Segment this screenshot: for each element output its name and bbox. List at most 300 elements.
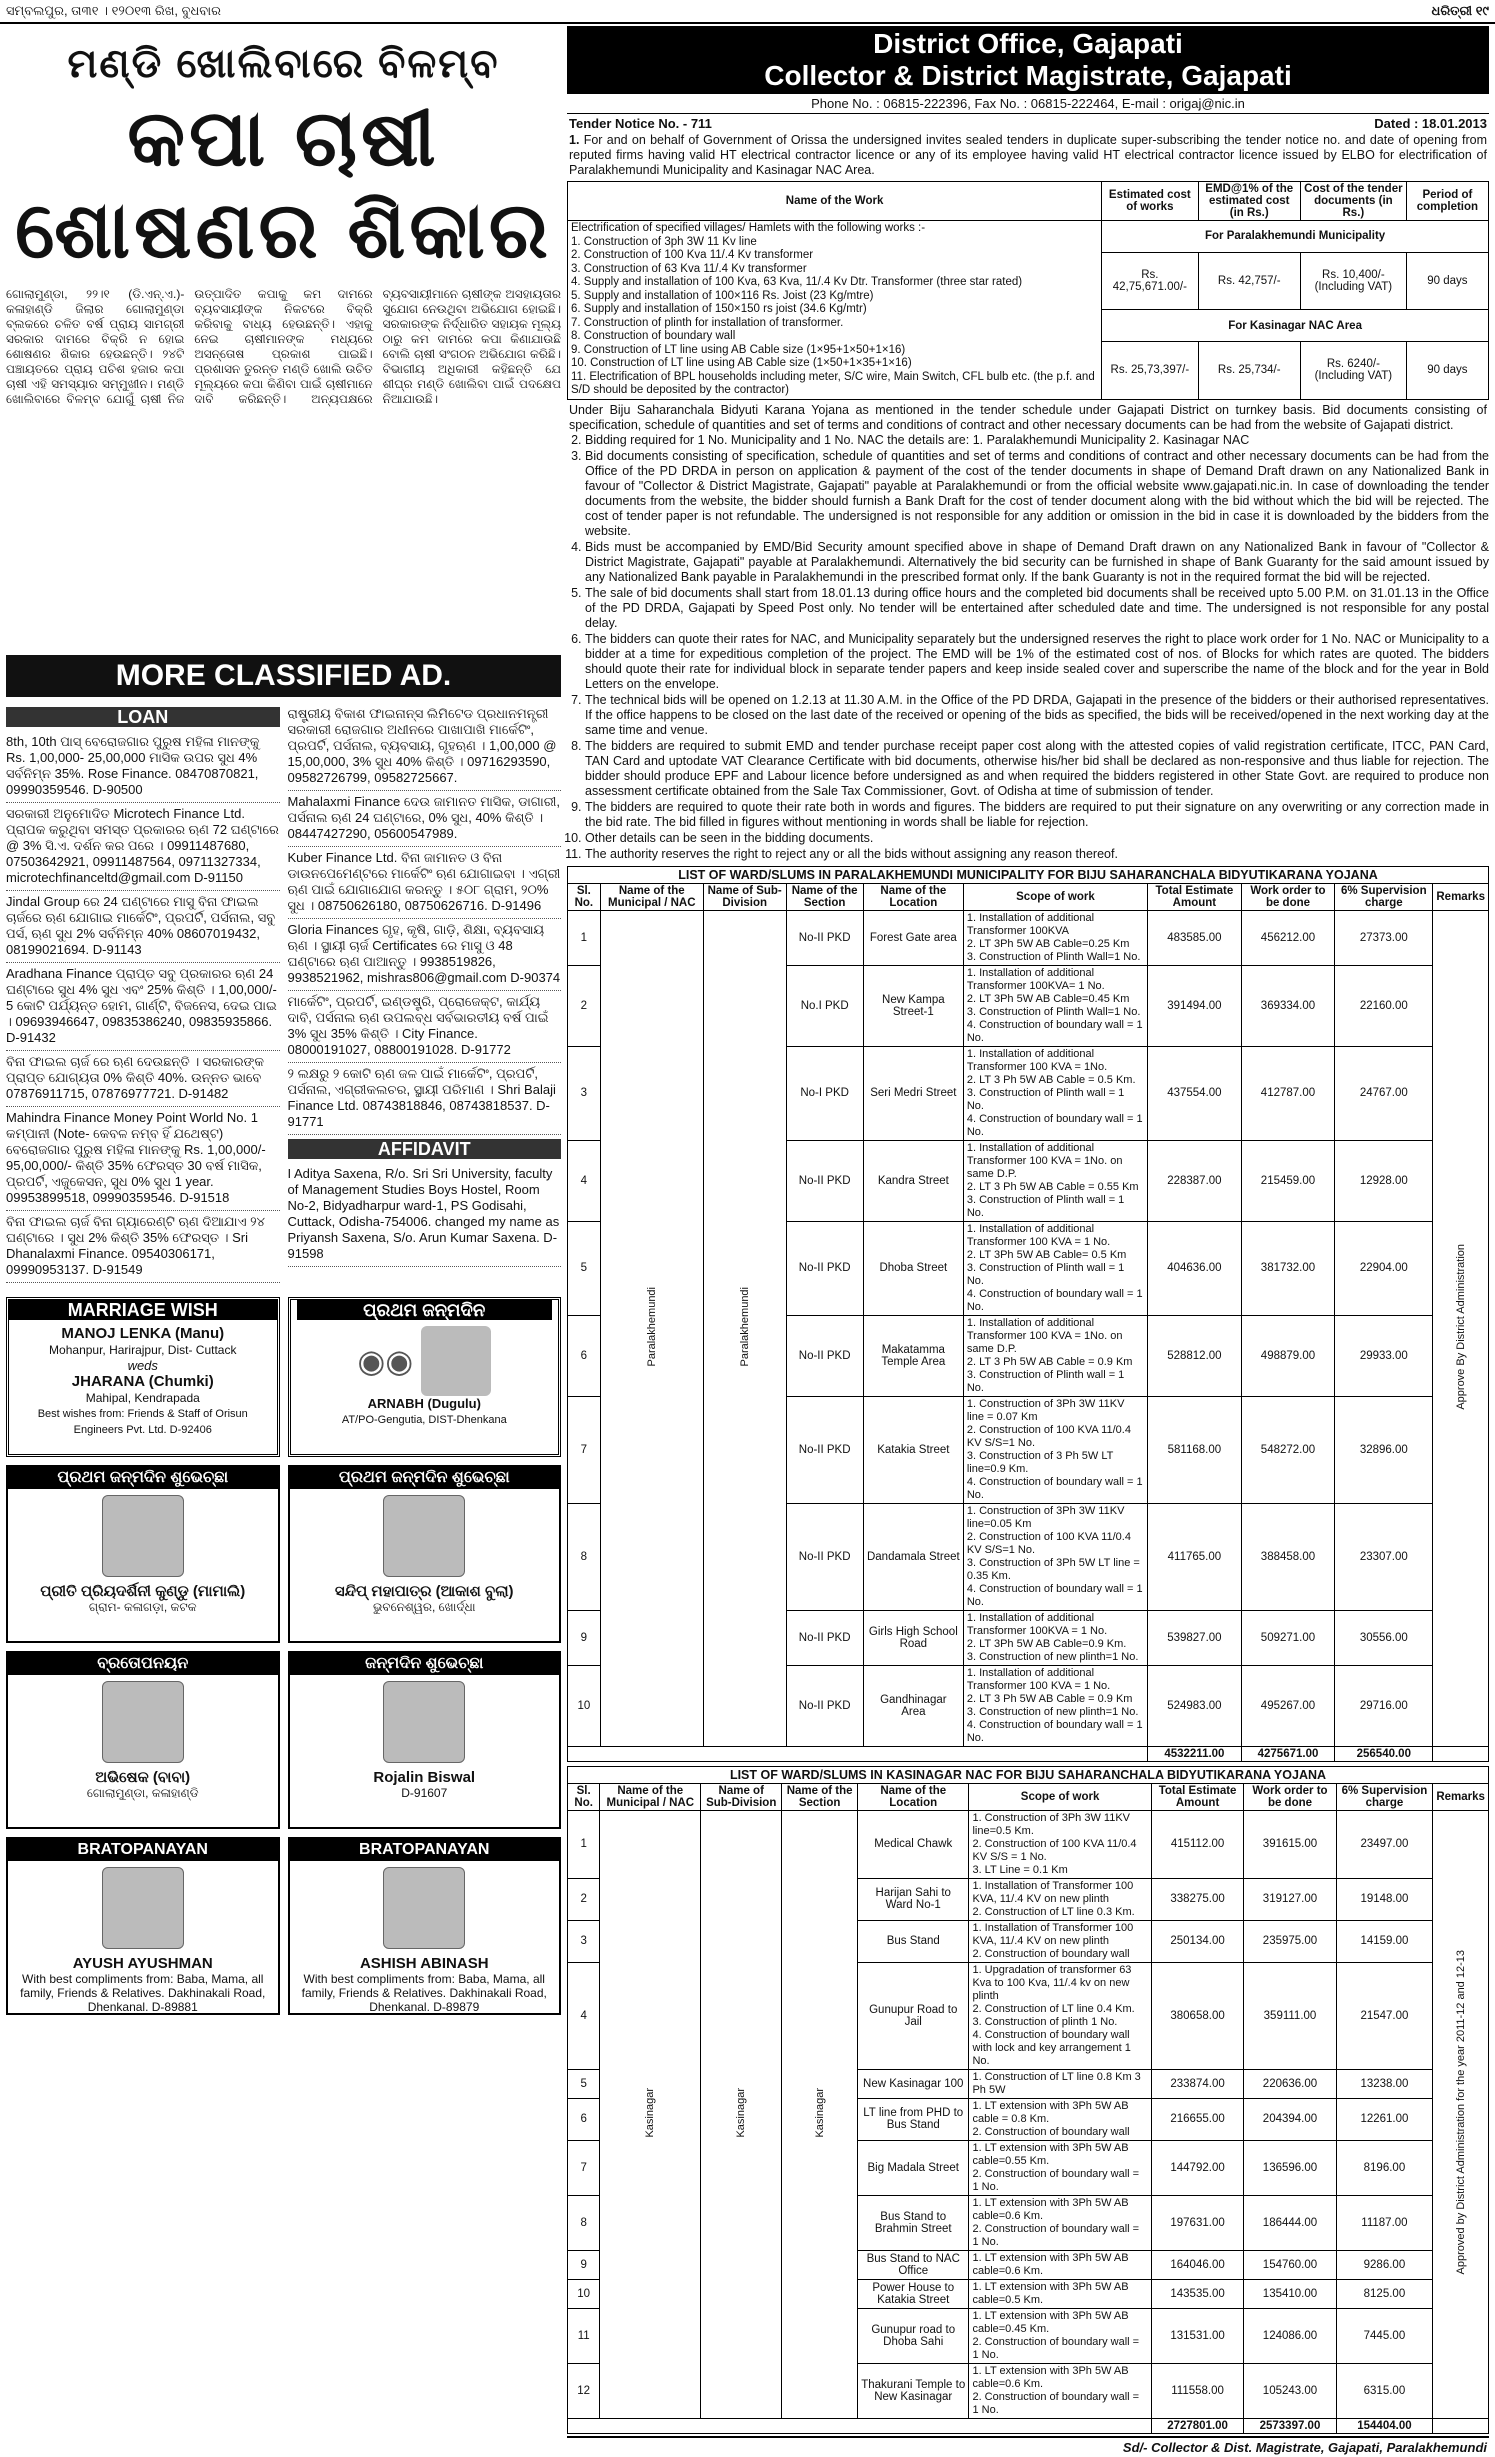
ward-col-header: Sl. No. — [568, 883, 601, 910]
scope-line: 1. Installation of additional Transformer 100 KVA = 1No. on same D.P. — [966, 1141, 1123, 1180]
row-location: Katakia Street — [863, 1396, 963, 1503]
row-scope — [969, 1962, 1151, 2069]
area2-name: For Kasinagar NAC Area — [1102, 310, 1489, 342]
row-order: 495267.00 — [1241, 1665, 1334, 1746]
scope-line: 1. LT extension with 3Ph 5W AB cable=0.6 Km. — [972, 2196, 1129, 2222]
row-section: No-II PKD — [786, 1315, 863, 1396]
row-total: 483585.00 — [1148, 910, 1242, 965]
row-total: 380658.00 — [1151, 1962, 1244, 2069]
condition-item: 4. Bids must be accompanied by EMD/Bid Security amount specified above in shape of Demand Draft drawn on any Nationalized Bank in favour of "Collector & District Magistrate, Gajapati" payable at Paralakhemundi. Alternatively the bid security can be furnished in shape of Bank Guaranty for the said amount issued by any Nationalized Bank payable in Paralakhemundi in the prescribed format only. If the bank Guaranty is not in the required format the bid will be rejected. — [585, 540, 1489, 585]
row-supervision: 11187.00 — [1336, 2195, 1433, 2250]
card-subtext: ଗ୍ରାମ- କଳାଗଡ଼ା, କଟକ — [88, 1600, 197, 1614]
loan-ad: ସରକାରୀ ଅନୁମୋଦିତ Microtech Finance Ltd. ପ୍ରାପକ କରୁଥିବା ସମସ୍ତ ପ୍ରକାରର ଋଣ 72 ଘଣ୍ଟାରେ @ 3% ସି.ଏ. ଦର୍ଶନ କର ପରେ । 09911487680, 07503642921, 09911487564, 09711327334, microtechfinanceltd@gmail.com D-91150 — [6, 803, 280, 891]
row-order: 509271.00 — [1241, 1610, 1334, 1665]
row-sl: 10 — [568, 1665, 601, 1746]
row-order: 319127.00 — [1244, 1878, 1336, 1920]
ward-col-header: Total Estimate Amount — [1151, 1783, 1244, 1810]
card-header: ବ୍ରତୋପନୟନ — [8, 1653, 278, 1675]
area1-period: 90 days — [1406, 252, 1488, 309]
row-supervision: 21547.00 — [1336, 1962, 1433, 2069]
row-supervision: 22160.00 — [1335, 965, 1433, 1046]
classified-ad: ମାର୍କେଟିଂ, ପ୍ରପର୍ଟି, ଇଣ୍ଡଷ୍ଟ୍ରି, ପ୍ରୋଜେକ୍ଟ, କାର୍ଯ୍ୟ ଦାବି, ପର୍ସନାଲ ଋଣ ଉପଲବ୍ଧ ସର୍ବଭାରତୀୟ ବର୍ଷ ପାଇଁ 3% ସୁଧ 35% କିଶ୍ତି । City Finance. 08000191027, 08800191028. D-91772 — [288, 991, 562, 1063]
row-location: Big Madala Street — [858, 2140, 969, 2195]
row-order: 235975.00 — [1244, 1920, 1336, 1962]
card-name: ସନ୍ଦିପ୍ ମହାପାତ୍ର (ଆକାଶ ବୁଲା) — [334, 1583, 514, 1600]
card-photo — [383, 1681, 465, 1763]
notice-row — [567, 114, 1489, 133]
row-scope — [969, 1878, 1151, 1920]
greeting-cards — [6, 1457, 561, 2015]
work-col-header: EMD@1% of the estimated cost (in Rs.) — [1198, 182, 1300, 221]
row-supervision: 14159.00 — [1336, 1920, 1433, 1962]
work-item: 6. Supply and installation of 150×150 rs joist (34.6 Kg/mtr) — [571, 303, 867, 315]
row-supervision: 6315.00 — [1336, 2363, 1433, 2418]
row-supervision: 23497.00 — [1336, 1810, 1433, 1878]
scope-line: 4. Construction of boundary wall = 1 No. — [966, 1475, 1143, 1501]
row-scope — [969, 2363, 1151, 2418]
work-item: 4. Supply and installation of 100 Kva, 63 Kva, 11/.4 Kv Dtr. Transformer (three star rated) — [571, 276, 1023, 288]
row-total: 164046.00 — [1151, 2250, 1244, 2279]
scope-line: 2. Construction of boundary wall = 1 No. — [972, 2390, 1140, 2416]
row-scope — [969, 2069, 1151, 2098]
work-item: 8. Construction of boundary wall — [571, 330, 736, 342]
row-total: 437554.00 — [1148, 1046, 1242, 1140]
story-kicker: ମଣ୍ଡି ଖୋଲିବାରେ ବିଳମ୍ବ — [67, 42, 500, 86]
masthead-date: ସମ୍ବଲପୁର, ତା୩୧ । ୧୨୦୧୩ ରିଖ, ବୁଧବାର — [6, 3, 221, 18]
row-total: 197631.00 — [1151, 2195, 1244, 2250]
ward-table-kasinagar — [567, 1783, 1489, 2434]
scope-line: 1. LT extension with 3Ph 5W AB cable=0.5 Km. — [972, 2280, 1129, 2306]
ward-col-header: Work order to be done — [1241, 883, 1334, 910]
office-title — [567, 26, 1489, 94]
row-location: Dhoba Street — [863, 1221, 963, 1315]
scope-line: 4. Construction of boundary wall = 1 No. — [966, 1287, 1143, 1313]
marriage-wish — [6, 1297, 280, 1457]
row-sl: 1 — [568, 910, 601, 965]
table-row — [568, 910, 1489, 965]
work-item: Electrification of specified villages/ Hamlets with the following works :- — [571, 222, 926, 234]
greeting-card — [288, 1651, 562, 1829]
row-sl: 8 — [568, 1503, 601, 1610]
row-section: No-II PKD — [786, 1221, 863, 1315]
row-scope — [969, 1810, 1151, 1878]
scope-line: 2. LT 3Ph 5W AB Cable=0.45 Km — [966, 992, 1130, 1005]
scope-line: 1. LT extension with 3Ph 5W AB cable=0.6 Km. — [972, 2364, 1129, 2390]
tender-intro: 1. For and on behalf of Government of Orissa the undersigned invites sealed tenders in duplicate super-subscribing the tender notice no. and date of opening from reputed firms having valid HT electrical contractor licence or any of its employee having valid HT electrical contractor licence issued by ELBO for electrification of Paralakhemundi Municipality and Kasinagar NAC Area. — [569, 133, 1487, 177]
remarks-cell — [1433, 1810, 1489, 2418]
scope-line: 2. Construction of boundary wall = 1 No. — [972, 2335, 1140, 2361]
office-line-2: Collector & District Magistrate, Gajapati — [764, 60, 1292, 91]
scope-line: 2. LT 3 Ph 5W AB Cable = 0.55 Km — [966, 1180, 1139, 1193]
col2-list — [288, 703, 562, 1135]
row-scope — [963, 1665, 1147, 1746]
work-item: 5. Supply and installation of 100×116 Rs. Joist (23 Kg/mtre) — [571, 289, 874, 302]
row-location: New Kasinagar 100 — [858, 2069, 969, 2098]
row-order: 154760.00 — [1244, 2250, 1336, 2279]
row-supervision: 7445.00 — [1336, 2308, 1433, 2363]
row-supervision: 29933.00 — [1335, 1315, 1433, 1396]
scope-line: 2. Construction of boundary wall = 1 No. — [972, 2167, 1140, 2193]
totals-total: 2727801.00 — [1151, 2418, 1244, 2433]
scope-line: 3. Construction of Plinth wall = 1 No. — [966, 1193, 1125, 1219]
scope-line: 1. Installation of additional Transformer 100KVA — [966, 911, 1095, 937]
row-order: 220636.00 — [1244, 2069, 1336, 2098]
scope-line: 4. Construction of boundary wall = 1 No. — [966, 1018, 1143, 1044]
row-scope — [969, 1920, 1151, 1962]
totals-row — [568, 1746, 1489, 1761]
row-order: 391615.00 — [1244, 1810, 1336, 1878]
area1-emd: Rs. 42,757/- — [1198, 252, 1300, 309]
table-row — [568, 1810, 1489, 1878]
row-location: Bus Stand — [858, 1920, 969, 1962]
row-supervision: 23307.00 — [1335, 1503, 1433, 1610]
scope-line: 3. Construction of 3 Ph 5W LT line=0.9 Km. — [966, 1449, 1114, 1475]
loan-ad: ବିନା ଫାଇଲ ଚାର୍ଜ ରେ ଋଣ ଦେଉଛନ୍ତି । ସରକାରଙ୍କ ପ୍ରାପ୍ତ ଯୋଗ୍ୟତା 0% କିଶ୍ତି 40%. ଉନ୍ନତ ଭାବେ 07876911715, 07876977721. D-91482 — [6, 1051, 280, 1107]
row-sl: 5 — [568, 1221, 601, 1315]
ward-col-header: Name of the Municipal / NAC — [600, 883, 703, 910]
card-photo — [383, 1867, 465, 1949]
scope-line: 1. Installation of additional Transformer 100 KVA = 1No. on same D.P. — [966, 1316, 1123, 1355]
scope-line: 4. Construction of boundary wall = 1 No. — [966, 1112, 1143, 1138]
notice-number: Tender Notice No. - 711 — [569, 116, 712, 131]
work-col-header: Name of the Work — [568, 182, 1102, 221]
municipal-name: Paralakhemundi — [645, 1286, 658, 1367]
row-scope — [969, 2140, 1151, 2195]
row-section: No-II PKD — [786, 1665, 863, 1746]
work-item: 7. Construction of plinth for installation of transformer. — [571, 316, 844, 329]
row-total: 391494.00 — [1148, 965, 1242, 1046]
masthead-page: ଧରିତ୍ରୀ ୧୯ — [1431, 3, 1489, 18]
row-total: 411765.00 — [1148, 1503, 1242, 1610]
card-header: BRATOPANAYAN — [8, 1839, 278, 1861]
scope-line: 3. Construction of Plinth wall = 1 No. — [966, 1261, 1125, 1287]
scope-line: 1. Installation of additional Transformer 100KVA= 1 No. — [966, 966, 1105, 992]
baby-photo — [421, 1326, 491, 1396]
row-scope — [969, 2250, 1151, 2279]
scope-line: 2. Construction of 100 KVA 11/0.4 KV S/S=1 No. — [966, 1530, 1131, 1556]
ward-col-header: Sl. No. — [568, 1783, 600, 1810]
row-total: 524983.00 — [1148, 1665, 1242, 1746]
row-order: 186444.00 — [1244, 2195, 1336, 2250]
row-order: 548272.00 — [1241, 1396, 1334, 1503]
row-order: 135410.00 — [1244, 2279, 1336, 2308]
tender-notice — [567, 26, 1489, 2455]
card-header: ପ୍ରଥମ ଜନ୍ମଦିନ ଶୁଭେଚ୍ଛା — [290, 1467, 560, 1489]
row-total: 404636.00 — [1148, 1221, 1242, 1315]
birthday-header: ପ୍ରଥମ ଜନ୍ମଦିନ — [297, 1300, 553, 1320]
classified-ad: Gloria Finances ଗୃହ, କୃଷି, ଗାଡ଼ି, ଶିକ୍ଷା, ବ୍ୟବସାୟ ଋଣ । ସ୍ଥାୟୀ ଚାର୍ଜ Certificates ରେ ମାସୁ ଓ 48 ଘଣ୍ଟାରେ ଋଣ ପାଆନ୍ତୁ । 9938519826, 9938521962, mishras806@gmail.com D-90374 — [288, 919, 562, 991]
row-scope — [963, 1221, 1147, 1315]
row-location: Harijan Sahi to Ward No-1 — [858, 1878, 969, 1920]
table2-title: LIST OF WARD/SLUMS IN KASINAGAR NAC FOR BIJU SAHARANCHALA BIDYUTIKARANA YOJANA — [567, 1766, 1489, 1783]
row-supervision: 27373.00 — [1335, 910, 1433, 965]
scope-line: 1. Installation of additional Transformer 100 KVA = 1No. — [966, 1047, 1108, 1073]
row-total: 338275.00 — [1151, 1878, 1244, 1920]
row-total: 144792.00 — [1151, 2140, 1244, 2195]
masthead — [0, 0, 1495, 24]
work-col-header: Estimated cost of works — [1102, 182, 1198, 221]
card-header: ପ୍ରଥମ ଜନ୍ମଦିନ ଶୁଭେଚ୍ଛା — [8, 1467, 278, 1489]
condition-item: 5. The sale of bid documents shall start from 18.01.13 during office hours and the completed bid documents shall be received upto 5.00 P.M. on 31.01.13 in the Office of the PD DRDA, Gajapati by Speed Post only. No tender will be entertained after scheduled date and time. The undersigned is not responsible for any postal delay. — [585, 586, 1489, 631]
balloon-icon: ◉◉ — [357, 1343, 414, 1379]
row-supervision: 12261.00 — [1336, 2098, 1433, 2140]
row-location: New Kampa Street-1 — [863, 965, 963, 1046]
row-sl: 11 — [568, 2308, 600, 2363]
row-total: 111558.00 — [1151, 2363, 1244, 2418]
scope-line: 2. Construction of boundary wall — [972, 2125, 1130, 2138]
scope-line: 3. Construction of Plinth wall = 1 No. — [966, 1368, 1125, 1394]
signature: Sd/- Collector & Dist. Magistrate, Gajapati, Paralakhemundi — [567, 2436, 1489, 2457]
row-sl: 6 — [568, 1315, 601, 1396]
work-item: 10. Construction of LT line using AB Cable size (1×50+1×35+1×16) — [571, 357, 912, 369]
story-headline: କପା ଚାଷୀ ଶୋଷଣର ଶିକାର — [15, 94, 552, 274]
groom-place: Mohanpur, Harirajpur, Dist- Cuttack — [49, 1343, 237, 1357]
scope-line: 2. Construction of 100 KVA 11/0.4 KV S/S=1 No. — [966, 1423, 1131, 1449]
card-subtext: ଭୁବନେଶ୍ୱର, ଖୋର୍ଦ୍ଧା — [372, 1600, 476, 1614]
condition-item: 9. The bidders are required to quote their rate both in words and figures. The bidders are required to put their signature on any overwriting or any correction made in the bid rate. The bid filled in figures without mentioning in words shall be liable for rejection. — [585, 800, 1489, 830]
municipal-name: Kasinagar — [644, 2087, 657, 2138]
row-sl: 4 — [568, 1140, 601, 1221]
loan-list — [6, 731, 280, 1283]
row-order: 359111.00 — [1244, 1962, 1336, 2069]
area1-cost: Rs. 42,75,671.00/- — [1102, 252, 1198, 309]
condition-item: 11. The authority reserves the right to reject any or all the bids without assigning any reason thereof. — [585, 847, 1489, 862]
card-name: Rojalin Biswal — [373, 1769, 476, 1786]
totals-blank — [568, 2418, 1152, 2433]
row-total: 528812.00 — [1148, 1315, 1242, 1396]
scope-line: 2. Construction of boundary wall = 1 No. — [972, 2222, 1140, 2248]
affidavit-header: AFFIDAVIT — [288, 1139, 562, 1159]
row-sl: 2 — [568, 1878, 600, 1920]
card-header: ଜନ୍ମଦିନ ଶୁଭେଚ୍ଛା — [290, 1653, 560, 1675]
table1-title: LIST OF WARD/SLUMS IN PARALAKHEMUNDI MUNICIPALITY FOR BIJU SAHARANCHALA BIDYUTIKARANA YOJANA — [567, 866, 1489, 883]
story-body: ଗୋଲାମୁଣ୍ଡା, ୨୨।୧ (ଡି.ଏନ୍.ଏ.)- କଳାହାଣ୍ଡି ଜିଲାର ଗୋଲାମୁଣ୍ଡା ବ୍ଲକରେ ଚଳିତ ବର୍ଷ ପ୍ରାୟ ସାମଗ୍ରୀ ସରକାର ଦାମରେ ବିକ୍ରି ନ ହୋଇ ଶୋଷଣର ଶିକାର ହେଉଛନ୍ତି। ୨୪ଟି ପଞ୍ଚାୟତରେ ପ୍ରାୟ ପଚିଶ ହଜାର କପା ଚାଷୀ ଏହି ସମସ୍ୟାର ସମ୍ମୁଖୀନ। ମଣ୍ଡି ଖୋଲିବାରେ ବିଳମ୍ବ ଯୋଗୁଁ ଚାଷୀ ନିଜ ଉତ୍ପାଦିତ କପାକୁ କମ ଦାମରେ ବ୍ୟବସାୟୀଙ୍କ ନିକଟରେ ବିକ୍ରି କରିବାକୁ ବାଧ୍ୟ ହେଉଛନ୍ତି। ଏହାକୁ ନେଇ ଚାଷୀମାନଙ୍କ ମଧ୍ୟରେ ଅସନ୍ତୋଷ ପ୍ରକାଶ ପାଇଛି। ପ୍ରଶାସନ ତୁରନ୍ତ ମଣ୍ଡି ଖୋଲି ଉଚିତ ମୂଲ୍ୟରେ କପା କିଣିବା ପାଇଁ ଚାଷୀମାନେ ଦାବି କରିଛନ୍ତି। ଅନ୍ୟପକ୍ଷରେ ବ୍ୟବସାୟୀମାନେ ଚାଷୀଙ୍କ ଅସହାୟତାର ସୁଯୋଗ ନେଉଥିବା ଅଭିଯୋଗ ହୋଇଛି। ସରକାରଙ୍କ ନିର୍ଦ୍ଧାରିତ ସହାୟକ ମୂଲ୍ୟ ଠାରୁ କମ ଦାମରେ କପା କିଣାଯାଉଛି ବୋଲି ଚାଷୀ ସଂଗଠନ ଅଭିଯୋଗ କରିଛି। ବିଭାଗୀୟ ଅଧିକାରୀ କହିଛନ୍ତି ଯେ ଶୀଘ୍ର ମଣ୍ଡି ଖୋଲିବା ପାଇଁ ପଦକ୍ଷେପ ନିଆଯାଉଛି। — [6, 287, 561, 406]
row-supervision: 19148.00 — [1336, 1878, 1433, 1920]
subdivision-name: Kasinagar — [735, 2087, 748, 2138]
row-scope — [963, 1396, 1147, 1503]
card-header: BRATOPANAYAN — [290, 1839, 560, 1861]
row-total: 581168.00 — [1148, 1396, 1242, 1503]
subdivision-cell — [701, 1810, 782, 2418]
conditions-list — [567, 433, 1489, 862]
ward-col-header: Name of the Location — [863, 883, 963, 910]
row-location: Bus Stand to Brahmin Street — [858, 2195, 969, 2250]
row-supervision: 32896.00 — [1335, 1396, 1433, 1503]
ward-col-header: Name of the Location — [858, 1783, 969, 1810]
scope-line: 4. Construction of boundary wall = 1 No. — [966, 1718, 1143, 1744]
classified-col-2 — [288, 703, 562, 1283]
loan-ad: 8th, 10th ପାସ୍ ବେରୋଜଗାର ପୁରୁଷ ମହିଳା ମାନଙ୍କୁ Rs. 1,00,000- 25,00,000 ମାସିକ ଉପର ସୁଧ 4% ସର୍ବନିମ୍ନ 35%. Rose Finance. 08470870821, 09990359546. D-90500 — [6, 731, 280, 803]
scope-line: 2. LT 3Ph 5W AB Cable=0.25 Km — [966, 937, 1130, 950]
ward-col-header: 6% Supervision charge — [1335, 883, 1433, 910]
classified-columns — [6, 703, 561, 1283]
row-scope — [969, 2098, 1151, 2140]
work-table — [567, 181, 1489, 400]
scope-line: 4. Construction of boundary wall with lock and key arrangement 1 No. — [972, 2028, 1131, 2067]
scope-line: 1. LT extension with 3Ph 5W AB cable=0.45 Km. — [972, 2309, 1129, 2335]
affidavit-text: I Aditya Saxena, R/o. Sri Sri University, faculty of Management Studies Boys Hostel, Room No-2, Bidyadharpur ward-1, PS Godisahi, Cuttack, Odisha-754006. changed my name as Priyansh Saxena, S/o. Arun Kumar Saxena. D-91598 — [288, 1163, 562, 1267]
greeting-card — [6, 1837, 280, 2015]
section-cell — [782, 1810, 858, 2418]
row-scope — [963, 1140, 1147, 1221]
row-sl: 6 — [568, 2098, 600, 2140]
scope-line: 2. Construction of LT line 0.3 Km. — [972, 1905, 1135, 1918]
condition-item: 3. Bid documents consisting of specification, schedule of quantities and set of terms and conditions of contract and other necessary documents can be had from the Office of the PD DRDA in person on application & payment of the cost of the tender documents in shape of Demand Draft drawn on any Nationalized Bank in favour of "Collector & District Magistrate, Gajapati" payable at Paralakhemundi or from the official website www.gajapati.nic.in. In case of downloading the tender documents from the website, the bidder should furnish a Bank Draft for the cost of tender document along with the bid without which the bid will be rejected. The cost of tender paper is not refundable. The undersigned is not responsible for any addition or omission in the bid in case it is downloaded by the bidders from the website. — [585, 449, 1489, 539]
condition-item: 7. The technical bids will be opened on 1.2.13 at 11.30 A.M. in the Office of the PD DRDA, Gajapati in the presence of the bidders or their authorised representatives. If the office happens to be closed on the last date of the received or opening of the bids as specified, the bids will be received/opened in the next working day at the same time and venue. — [585, 693, 1489, 738]
scope-line: 1. Installation of additional Transformer 100KVA = 1 No. — [966, 1611, 1108, 1637]
scope-line: 3. Construction of new plinth=1 No. — [966, 1705, 1139, 1718]
card-photo — [102, 1867, 184, 1949]
row-sl: 3 — [568, 1920, 600, 1962]
row-order: 369334.00 — [1241, 965, 1334, 1046]
area1-doc: Rs. 10,400/- (Including VAT) — [1300, 252, 1406, 309]
row-scope — [969, 2308, 1151, 2363]
scope-line: 3. Construction of Plinth wall = 1 No. — [966, 1086, 1125, 1112]
row-location: Forest Gate area — [863, 910, 963, 965]
row-location: Makatamma Temple Area — [863, 1315, 963, 1396]
greeting-card — [6, 1651, 280, 1829]
card-photo — [383, 1495, 465, 1577]
loan-header: LOAN — [6, 707, 280, 727]
row-section: No-II PKD — [786, 1610, 863, 1665]
row-total: 228387.00 — [1148, 1140, 1242, 1221]
card-subtext: ଗୋଲାମୁଣ୍ଡା, କଳାହାଣ୍ଡି — [86, 1786, 199, 1800]
row-supervision: 29716.00 — [1335, 1665, 1433, 1746]
row-order: 105243.00 — [1244, 2363, 1336, 2418]
row-scope — [963, 965, 1147, 1046]
ward-col-header: 6% Supervision charge — [1336, 1783, 1433, 1810]
subdivision-cell — [703, 910, 786, 1746]
totals-remarks-blank — [1433, 2418, 1489, 2433]
tender-intro-text: For and on behalf of Government of Orissa the undersigned invites sealed tenders in duplicate super-subscribing the tender notice no. and date of opening from reputed firms having valid HT electrical contractor licence or any of its employee having valid HT electrical contractor licence issued by ELBO for electrification of Paralakhemundi Municipality and Kasinagar NAC Area. — [569, 133, 1487, 177]
scope-line: 3. Construction of plinth 1 No. — [972, 2015, 1118, 2028]
bride-name: JHARANA (Chumki) — [71, 1373, 214, 1390]
row-location: LT line from PHD to Bus Stand — [858, 2098, 969, 2140]
work-col-header: Period of completion — [1406, 182, 1488, 221]
totals-remarks-blank — [1433, 1746, 1489, 1761]
loan-ad: Mahindra Finance Money Point World No. 1 କମ୍ପାନୀ (Note- କେବଳ ନମ୍ବ ହିଁ ଯଥେଷ୍ଟ) ବେରୋଜଗାର ପୁରୁଷ ମହିଳା ମାନଙ୍କୁ Rs. 1,00,000/- 95,00,000/- କିଶ୍ତି 35% ଫେରସ୍ତ 30 ବର୍ଷ ମାସିକ, ପ୍ରପର୍ଟି, ଏଜୁକେସନ, ସୁଧ 0% ସୁଧ 1 year. 09953899518, 09990359546. D-91518 — [6, 1107, 280, 1211]
scope-line: 1. LT extension with 3Ph 5W AB cable=0.55 Km. — [972, 2141, 1129, 2167]
row-sl: 4 — [568, 1962, 600, 2069]
row-order: 388458.00 — [1241, 1503, 1334, 1610]
scope-line: 3. Construction of 3Ph 5W LT line = 0.35 Km. — [966, 1556, 1140, 1582]
totals-order: 2573397.00 — [1244, 2418, 1336, 2433]
row-location: Medical Chawk — [858, 1810, 969, 1878]
row-supervision: 8196.00 — [1336, 2140, 1433, 2195]
row-total: 233874.00 — [1151, 2069, 1244, 2098]
classified-ad: Mahalaxmi Finance ଦେଉ ଜାମାନତ ମାସିକ, ଡାଗାରୀ, ପର୍ସନାଲ ଋଣ 24 ଘଣ୍ଟାରେ, 0% ସୁଧ, 40% କିଶ୍ତି । 08447427290, 05600547989. — [288, 791, 562, 847]
card-subtext: D-91607 — [401, 1786, 448, 1800]
area2-doc: Rs. 6240/- (Including VAT) — [1300, 342, 1406, 399]
scope-line: 3. Construction of new plinth=1 No. — [966, 1650, 1139, 1663]
under-text: Under Biju Saharanchala Bidyuti Karana Yojana as mentioned in the tender schedule under Gajapati District on turnkey basis. Bid documents consisting of specification, schedule of quantities and set of terms and conditions of contract and other necessary documents can be had from the website of Gajapati district. — [569, 402, 1487, 432]
greeting-card — [6, 1465, 280, 1643]
scope-line: 1. Construction of 3Ph 3W 11KV line=0.05 Km — [966, 1504, 1125, 1530]
row-section: No-I PKD — [786, 1046, 863, 1140]
ward-col-header: Work order to be done — [1244, 1783, 1336, 1810]
municipal-cell — [600, 910, 703, 1746]
row-scope — [963, 1610, 1147, 1665]
greeting-card — [288, 1465, 562, 1643]
wish-row — [6, 1289, 561, 1457]
row-section: No-II PKD — [786, 1140, 863, 1221]
row-order: 498879.00 — [1241, 1315, 1334, 1396]
loan-ad: ବିନା ଫାଇଲ ଚାର୍ଜ ବିନା ଗ୍ୟାରେଣ୍ଟି ଋଣ ଦିଆଯାଏ ୨୪ ଘଣ୍ଟାରେ । ସୁଧ 2% କିଶ୍ତି 35% ଫେରସ୍ତ । Sri Dhanalaxmi Finance. 09540306171, 09990953137. D-91549 — [6, 1211, 280, 1283]
row-order: 124086.00 — [1244, 2308, 1336, 2363]
card-name: ଅଭିଷେକ (ବାବା) — [95, 1769, 191, 1786]
marriage-title: MARRIAGE WISH — [9, 1300, 277, 1320]
row-supervision: 22904.00 — [1335, 1221, 1433, 1315]
work-item: 2. Construction of 100 Kva 11/.4 Kv transformer — [571, 249, 814, 261]
scope-line: 1. Construction of LT line 0.8 Km 3 Ph 5W — [972, 2070, 1141, 2096]
greeting-card — [288, 1837, 562, 2015]
scope-line: 4. Construction of boundary wall = 1 No. — [966, 1582, 1143, 1608]
left-panel — [6, 26, 561, 2326]
row-order: 215459.00 — [1241, 1140, 1334, 1221]
scope-line: 1. Installation of additional Transformer 100 KVA = 1 No. — [966, 1222, 1111, 1248]
loan-ad: Aradhana Finance ପ୍ରାପ୍ତ ସବୁ ପ୍ରକାରର ଋଣ 24 ଘଣ୍ଟାରେ ସୁଧ 4% ସୁଧ ଏବଂ 25% କିଶ୍ତି । 1,00,000/- 5 କୋଟି ପର୍ଯ୍ୟନ୍ତ ହୋମ, ଗାର୍ଣ୍ଟି, ବିଜନେସ, ଦେଇ ପାଇ । 09693946647, 09835386240, 09835935866. D-91432 — [6, 963, 280, 1051]
row-sl: 3 — [568, 1046, 601, 1140]
row-location: Power House to Katakia Street — [858, 2279, 969, 2308]
row-sl: 7 — [568, 2140, 600, 2195]
ward-col-header: Name of Sub-Division — [703, 883, 786, 910]
area1-name: For Paralakhemundi Municipality — [1102, 221, 1489, 253]
scope-line: 3. Construction of Plinth Wall=1 No. — [966, 1005, 1141, 1018]
work-item: 9. Construction of LT line using AB Cable size (1×95+1×50+1×16) — [571, 343, 906, 356]
scope-line: 1. Installation of Transformer 100 KVA, 11/.4 KV on new plinth — [972, 1921, 1134, 1947]
scope-line: 1. LT extension with 3Ph 5W AB cable = 0.8 Km. — [972, 2099, 1129, 2125]
condition-item: 10. Other details can be seen in the bidding documents. — [585, 831, 1489, 846]
office-contact: Phone No. : 06815-222396, Fax No. : 06815-222464, E-mail : origaj@nic.in — [567, 94, 1489, 114]
row-location: Gunupur road to Dhoba Sahi — [858, 2308, 969, 2363]
row-scope — [969, 2195, 1151, 2250]
classified-title: MORE CLASSIFIED AD. — [6, 655, 561, 697]
condition-item: 6. The bidders can quote their rates for NAC, and Municipality separately but the undersigned reserves the right to place work order for 1 No. NAC or Municipality to a bidder at a time for expeditious completion of the project. The EMD will be 1% of the estimated cost of nos. of Blocks for which rates are quoted. The bidders should quote their rate for individual block in separate tender papers and keep inside sealed cover and superscribe the name of the block and for the year in Bold Letters on the envelope. — [585, 632, 1489, 692]
ward-col-header: Remarks — [1433, 883, 1489, 910]
row-sl: 7 — [568, 1396, 601, 1503]
totals-total: 4532211.00 — [1148, 1746, 1242, 1761]
scope-line: 2. Construction of 100 KVA 11/0.4 KV S/S = 1 No. — [972, 1837, 1137, 1863]
totals-row — [568, 2418, 1489, 2433]
notice-date: Dated : 18.01.2013 — [1374, 116, 1487, 131]
row-order: 204394.00 — [1244, 2098, 1336, 2140]
row-total: 143535.00 — [1151, 2279, 1244, 2308]
ward-col-header: Remarks — [1433, 1783, 1489, 1810]
row-scope — [963, 910, 1147, 965]
remarks-text: Approve By District Administration — [1454, 1243, 1467, 1410]
row-location: Gandhinagar Area — [863, 1665, 963, 1746]
row-total: 539827.00 — [1148, 1610, 1242, 1665]
ward-col-header: Scope of work — [963, 883, 1147, 910]
area2-emd: Rs. 25,734/- — [1198, 342, 1300, 399]
classified-ad: ୨ ଲକ୍ଷରୁ ୨ କୋଟି ଋଣ ଜଳ ପାଇଁ ମାର୍କେଟିଂ, ପ୍ରପର୍ଟି, ପର୍ସନାଲ, ଏଗ୍ରୀକଲଚର, ସ୍ଥାୟୀ ପରିମାଣ । Shri Balaji Finance Ltd. 08743818846, 08743818537. D-91771 — [288, 1063, 562, 1135]
remarks-cell — [1433, 910, 1489, 1746]
row-scope — [963, 1503, 1147, 1610]
classified-ad: Kuber Finance Ltd. ବିନା ଜାମାନତ ଓ ବିନା ଡାଉନପେମେଣ୍ଟରେ ମାର୍କେଟିଂ ଋଣ ଯୋଗାଇବା । ଏଗ୍ରୀ ଋଣ ପାଇଁ ଯୋଗାଯୋଗ କରନ୍ତୁ । ୫୦୮ ଗ୍ରାମ, ୨୦% ସୁଧ । 08750626180, 08750626716. D-91496 — [288, 847, 562, 919]
card-subtext: With best compliments from: Baba, Mama, all family, Friends & Relatives. Dakhinakali Road, Dhenkanal. D-89879 — [301, 1972, 547, 2014]
row-location: Dandamala Street — [863, 1503, 963, 1610]
row-sl: 1 — [568, 1810, 600, 1878]
row-section: No.I PKD — [786, 965, 863, 1046]
card-name: ASHISH ABINASH — [359, 1955, 489, 1972]
scope-line: 3. Construction of Plinth Wall=1 No. — [966, 950, 1141, 963]
totals-order: 4275671.00 — [1241, 1746, 1334, 1761]
scope-line: 2. LT 3Ph 5W AB Cable=0.9 Km. — [966, 1637, 1127, 1650]
row-supervision: 12928.00 — [1335, 1140, 1433, 1221]
row-supervision: 24767.00 — [1335, 1046, 1433, 1140]
remarks-text: Approved by District Administration for the year 2011-12 and 12-13 — [1454, 1950, 1467, 2275]
row-sl: 2 — [568, 965, 601, 1046]
